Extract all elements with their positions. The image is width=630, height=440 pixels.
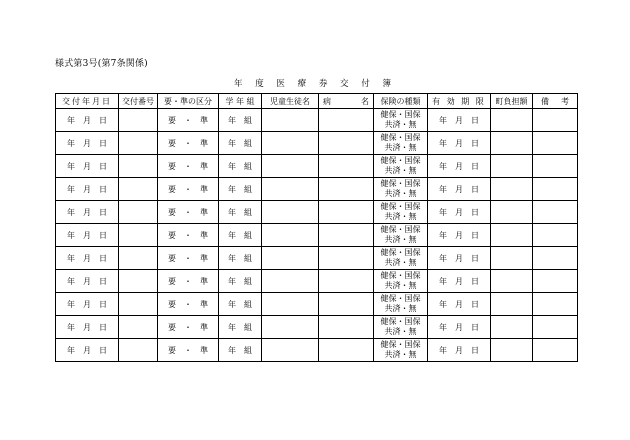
insurance-option-line1: 健保・国保 — [380, 271, 421, 280]
grade-class-cell[interactable]: 年 組 — [219, 178, 262, 201]
grade-class-cell[interactable]: 年 組 — [219, 201, 262, 224]
table-row — [56, 132, 578, 155]
insurance-type-cell[interactable] — [374, 247, 428, 270]
insurance-option-line2: 共済・無 — [384, 258, 417, 267]
insurance-option-line1: 健保・国保 — [380, 133, 421, 142]
grade-class-cell[interactable]: 年 組 — [219, 109, 262, 132]
col-header-disease-a: 病 — [323, 96, 331, 106]
student-name-cell[interactable] — [262, 293, 319, 316]
disease-name-cell[interactable] — [319, 316, 374, 339]
issue-number-cell[interactable] — [119, 270, 158, 293]
table-row — [56, 224, 578, 247]
table-row — [56, 270, 578, 293]
student-name-cell[interactable] — [262, 247, 319, 270]
category-cell[interactable]: 要 ・ 準 — [158, 316, 219, 339]
issue-number-cell[interactable] — [119, 224, 158, 247]
town-cost-cell[interactable] — [491, 155, 533, 178]
insurance-type-cell[interactable] — [374, 339, 428, 362]
town-cost-cell[interactable] — [491, 224, 533, 247]
table-row — [56, 178, 578, 201]
insurance-option-line2: 共済・無 — [384, 281, 417, 290]
issue-number-cell[interactable] — [119, 155, 158, 178]
insurance-option-line2: 共済・無 — [384, 143, 417, 152]
student-name-cell[interactable] — [262, 178, 319, 201]
insurance-option-line1: 健保・国保 — [380, 179, 421, 188]
col-header-grade-class: 学 年 組 — [219, 94, 262, 109]
student-name-cell[interactable] — [262, 316, 319, 339]
ledger-body — [56, 109, 578, 362]
table-row — [56, 155, 578, 178]
insurance-option-line2: 共済・無 — [384, 189, 417, 198]
remarks-cell[interactable] — [533, 155, 578, 178]
grade-class-cell[interactable]: 年 組 — [219, 270, 262, 293]
validity-cell[interactable]: 年 月 日 — [428, 178, 491, 201]
insurance-option-line2: 共済・無 — [384, 327, 417, 336]
disease-name-cell[interactable] — [319, 201, 374, 224]
issue-date-cell[interactable]: 年 月 日 — [56, 201, 119, 224]
remarks-cell[interactable] — [533, 293, 578, 316]
insurance-type-cell[interactable] — [374, 201, 428, 224]
student-name-cell[interactable] — [262, 270, 319, 293]
col-header-remarks-a: 備 — [541, 96, 549, 106]
insurance-option-line2: 共済・無 — [384, 212, 417, 221]
col-header-student-name: 児童生徒名 — [262, 94, 319, 109]
town-cost-cell[interactable] — [491, 109, 533, 132]
insurance-type-cell[interactable] — [374, 109, 428, 132]
remarks-cell[interactable] — [533, 132, 578, 155]
disease-name-cell[interactable] — [319, 109, 374, 132]
issue-date-cell[interactable]: 年 月 日 — [56, 109, 119, 132]
issue-number-cell[interactable] — [119, 316, 158, 339]
insurance-option-line1: 健保・国保 — [380, 294, 421, 303]
table-row — [56, 316, 578, 339]
remarks-cell[interactable] — [533, 224, 578, 247]
validity-cell[interactable]: 年 月 日 — [428, 155, 491, 178]
category-cell[interactable]: 要 ・ 準 — [158, 178, 219, 201]
validity-cell[interactable]: 年 月 日 — [428, 224, 491, 247]
insurance-option-line1: 健保・国保 — [380, 225, 421, 234]
disease-name-cell[interactable] — [319, 224, 374, 247]
insurance-type-cell[interactable] — [374, 316, 428, 339]
col-header-disease-b: 名 — [361, 96, 369, 106]
issue-date-cell[interactable]: 年 月 日 — [56, 155, 119, 178]
issue-number-cell[interactable] — [119, 247, 158, 270]
col-header-town-cost: 町負担額 — [491, 94, 533, 109]
student-name-cell[interactable] — [262, 224, 319, 247]
insurance-type-cell[interactable] — [374, 178, 428, 201]
validity-cell[interactable]: 年 月 日 — [428, 339, 491, 362]
insurance-type-cell[interactable] — [374, 293, 428, 316]
validity-cell[interactable]: 年 月 日 — [428, 247, 491, 270]
remarks-cell[interactable] — [533, 201, 578, 224]
remarks-cell[interactable] — [533, 339, 578, 362]
insurance-type-cell[interactable] — [374, 155, 428, 178]
town-cost-cell[interactable] — [491, 293, 533, 316]
issue-number-cell[interactable] — [119, 339, 158, 362]
issue-number-cell[interactable] — [119, 293, 158, 316]
town-cost-cell[interactable] — [491, 339, 533, 362]
category-cell[interactable]: 要 ・ 準 — [158, 201, 219, 224]
town-cost-cell[interactable] — [491, 201, 533, 224]
category-cell[interactable]: 要 ・ 準 — [158, 339, 219, 362]
insurance-option-line1: 健保・国保 — [380, 248, 421, 257]
insurance-type-cell[interactable] — [374, 270, 428, 293]
insurance-option-line1: 健保・国保 — [380, 110, 421, 119]
category-cell[interactable]: 要 ・ 準 — [158, 247, 219, 270]
issue-number-cell[interactable] — [119, 178, 158, 201]
validity-cell[interactable]: 年 月 日 — [428, 109, 491, 132]
validity-cell[interactable]: 年 月 日 — [428, 201, 491, 224]
insurance-option-line1: 健保・国保 — [380, 156, 421, 165]
col-header-validity: 有 効 期 限 — [428, 94, 491, 109]
insurance-option-line1: 健保・国保 — [380, 340, 421, 349]
insurance-type-cell[interactable] — [374, 132, 428, 155]
issue-date-cell[interactable]: 年 月 日 — [56, 178, 119, 201]
col-header-issue-number: 交付番号 — [119, 94, 158, 109]
col-header-issue-date: 交付年月日 — [56, 94, 119, 109]
category-cell[interactable]: 要 ・ 準 — [158, 109, 219, 132]
student-name-cell[interactable] — [262, 109, 319, 132]
grade-class-cell[interactable]: 年 組 — [219, 293, 262, 316]
issue-number-cell[interactable] — [119, 109, 158, 132]
ledger-title: 年 度 医 療 券 交 付 簿 — [234, 79, 396, 89]
insurance-option-line1: 健保・国保 — [380, 202, 421, 211]
issue-date-cell[interactable]: 年 月 日 — [56, 247, 119, 270]
issue-date-cell[interactable]: 年 月 日 — [56, 293, 119, 316]
issue-date-cell[interactable]: 年 月 日 — [56, 339, 119, 362]
issue-date-cell[interactable]: 年 月 日 — [56, 270, 119, 293]
remarks-cell[interactable] — [533, 178, 578, 201]
disease-name-cell[interactable] — [319, 293, 374, 316]
disease-name-cell[interactable] — [319, 339, 374, 362]
town-cost-cell[interactable] — [491, 178, 533, 201]
insurance-type-cell[interactable] — [374, 224, 428, 247]
issue-number-cell[interactable] — [119, 132, 158, 155]
insurance-option-line2: 共済・無 — [384, 235, 417, 244]
issue-date-cell[interactable]: 年 月 日 — [56, 132, 119, 155]
insurance-option-line1: 健保・国保 — [380, 317, 421, 326]
insurance-option-line2: 共済・無 — [384, 350, 417, 359]
col-header-insurance-type: 保険の種類 — [374, 94, 428, 109]
category-cell[interactable]: 要 ・ 準 — [158, 293, 219, 316]
student-name-cell[interactable] — [262, 339, 319, 362]
grade-class-cell[interactable]: 年 組 — [219, 247, 262, 270]
town-cost-cell[interactable] — [491, 270, 533, 293]
issue-date-cell[interactable]: 年 月 日 — [56, 316, 119, 339]
table-row — [56, 339, 578, 362]
disease-name-cell[interactable] — [319, 270, 374, 293]
disease-name-cell[interactable] — [319, 132, 374, 155]
validity-cell[interactable]: 年 月 日 — [428, 316, 491, 339]
validity-cell[interactable]: 年 月 日 — [428, 132, 491, 155]
category-cell[interactable]: 要 ・ 準 — [158, 270, 219, 293]
disease-name-cell[interactable] — [319, 155, 374, 178]
remarks-cell[interactable] — [533, 316, 578, 339]
insurance-option-line2: 共済・無 — [384, 304, 417, 313]
category-cell[interactable]: 要 ・ 準 — [158, 224, 219, 247]
issue-number-cell[interactable] — [119, 201, 158, 224]
medical-ticket-ledger-table — [55, 93, 578, 362]
grade-class-cell[interactable]: 年 組 — [219, 155, 262, 178]
table-row — [56, 293, 578, 316]
validity-cell[interactable]: 年 月 日 — [428, 270, 491, 293]
col-header-remarks-b: 考 — [561, 96, 569, 106]
disease-name-cell[interactable] — [319, 247, 374, 270]
insurance-option-line2: 共済・無 — [384, 120, 417, 129]
header-row — [56, 94, 578, 109]
table-row — [56, 247, 578, 270]
validity-cell[interactable]: 年 月 日 — [428, 293, 491, 316]
table-row — [56, 201, 578, 224]
grade-class-cell[interactable]: 年 組 — [219, 132, 262, 155]
form-number-label: 様式第3号(第7条関係) — [55, 59, 148, 69]
remarks-cell[interactable] — [533, 109, 578, 132]
insurance-option-line2: 共済・無 — [384, 166, 417, 175]
category-cell[interactable]: 要 ・ 準 — [158, 132, 219, 155]
col-header-disease — [319, 94, 374, 109]
student-name-cell[interactable] — [262, 155, 319, 178]
grade-class-cell[interactable]: 年 組 — [219, 339, 262, 362]
category-cell[interactable]: 要 ・ 準 — [158, 155, 219, 178]
town-cost-cell[interactable] — [491, 316, 533, 339]
col-header-category: 要・準の区分 — [158, 94, 219, 109]
col-header-remarks — [533, 94, 578, 109]
table-row — [56, 109, 578, 132]
town-cost-cell[interactable] — [491, 132, 533, 155]
town-cost-cell[interactable] — [491, 247, 533, 270]
student-name-cell[interactable] — [262, 132, 319, 155]
remarks-cell[interactable] — [533, 247, 578, 270]
disease-name-cell[interactable] — [319, 178, 374, 201]
remarks-cell[interactable] — [533, 270, 578, 293]
issue-date-cell[interactable]: 年 月 日 — [56, 224, 119, 247]
grade-class-cell[interactable]: 年 組 — [219, 316, 262, 339]
student-name-cell[interactable] — [262, 201, 319, 224]
grade-class-cell[interactable]: 年 組 — [219, 224, 262, 247]
